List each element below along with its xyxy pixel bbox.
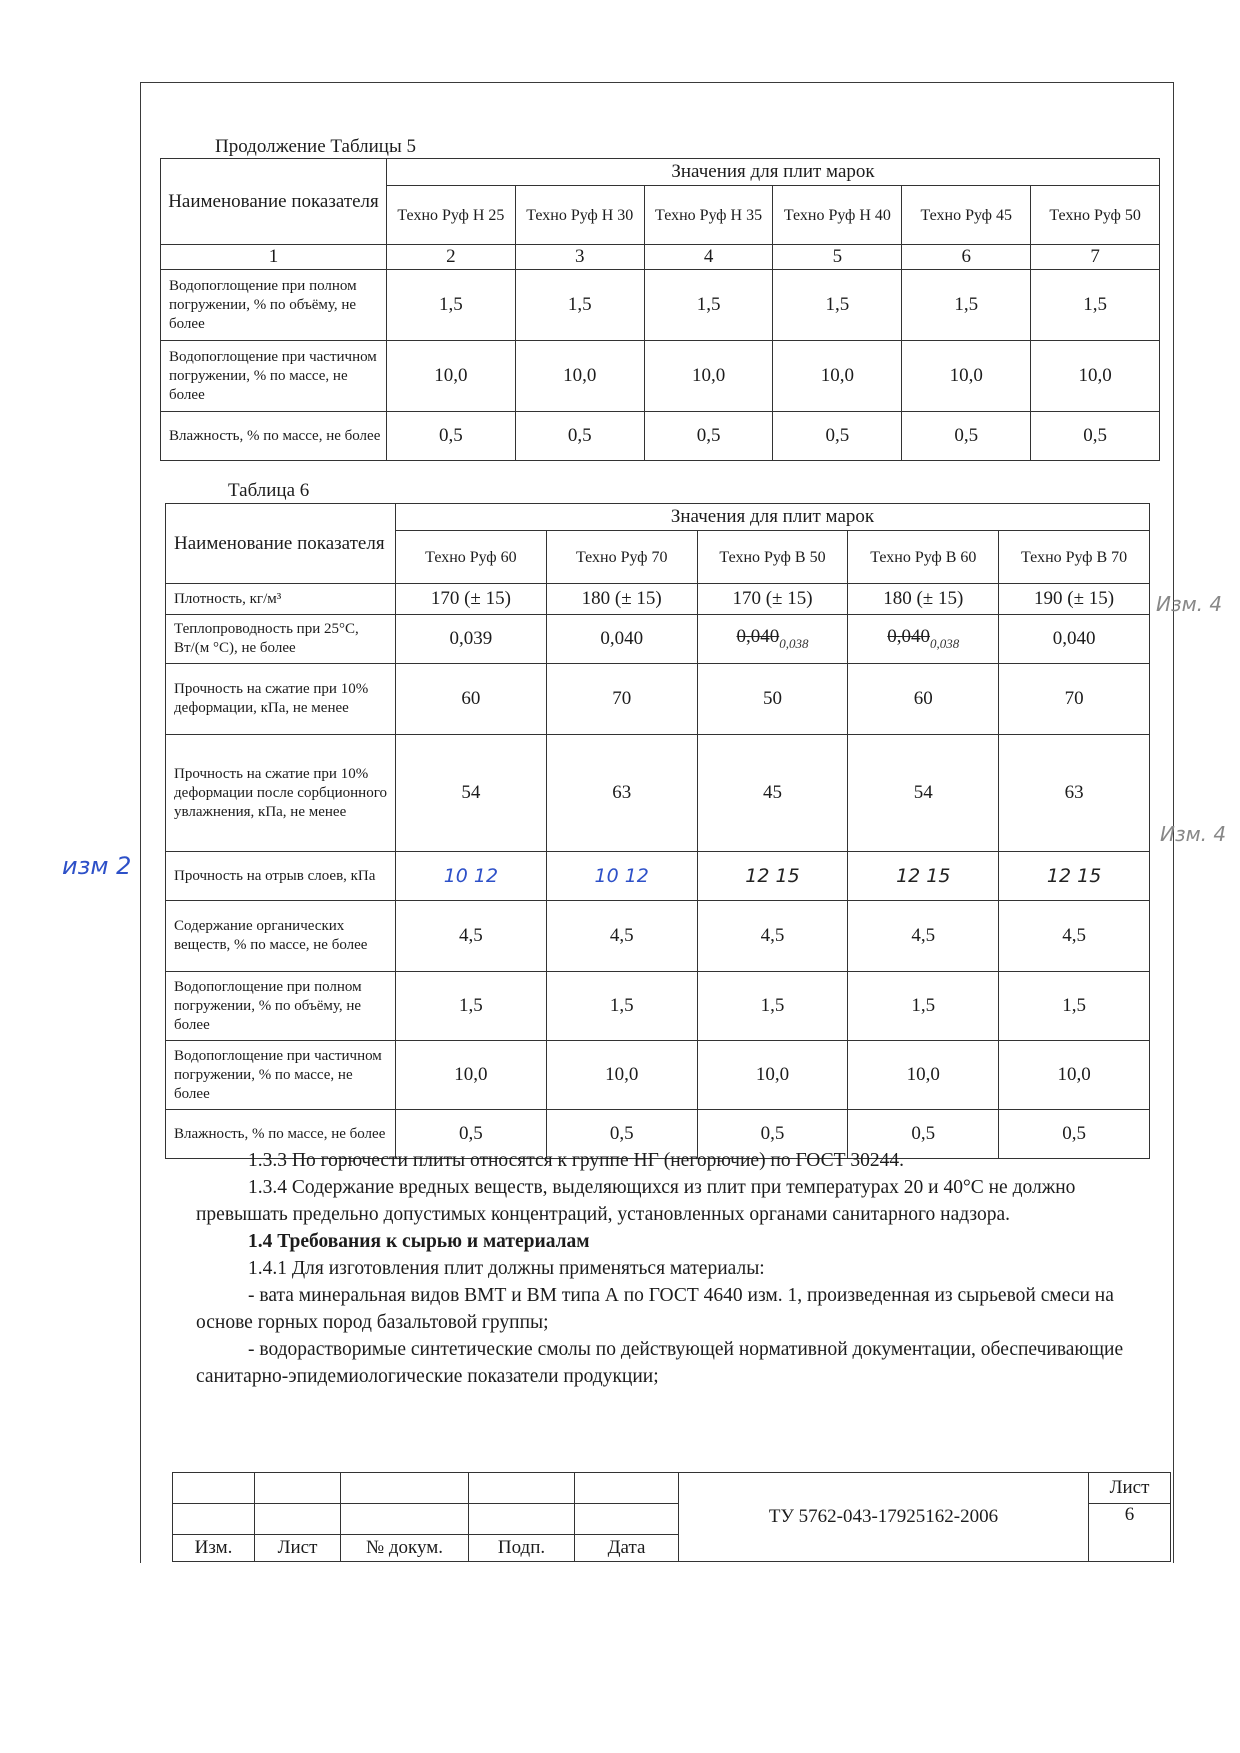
table-cell: 0,040 bbox=[546, 615, 697, 664]
table-cell: 70 bbox=[999, 664, 1150, 735]
row-label: Теплопроводность при 25°С, Вт/(м °С), не более bbox=[166, 615, 396, 664]
table5-name-header: Наименование показателя bbox=[161, 159, 387, 245]
document-code: ТУ 5762-043-17925162-2006 bbox=[679, 1473, 1089, 1562]
stamp-cell bbox=[255, 1504, 341, 1535]
handwritten-correction: 0,038 bbox=[930, 636, 960, 651]
table-cell: 10,0 bbox=[848, 1041, 999, 1110]
table-cell-corrected bbox=[848, 615, 999, 664]
table-cell: 0,5 bbox=[546, 1110, 697, 1159]
table-cell: 0,5 bbox=[902, 412, 1031, 461]
margin-note-left: изм 2 bbox=[62, 852, 132, 880]
stamp-doc-no: № докум. bbox=[341, 1535, 469, 1562]
table-cell: 0,5 bbox=[999, 1110, 1150, 1159]
handwritten-cell: 10 12 bbox=[396, 852, 547, 901]
margin-note-right-2: Изм. 4 bbox=[1160, 822, 1227, 846]
row-label: Водопоглощение при частичном погружении, % по массе, не более bbox=[166, 1041, 396, 1110]
table-cell: 10,0 bbox=[902, 341, 1031, 412]
table-cell: 10,0 bbox=[697, 1041, 848, 1110]
table-cell: 60 bbox=[396, 664, 547, 735]
table-cell: 4,5 bbox=[848, 901, 999, 972]
table6-col-head: Техно Руф В 70 bbox=[999, 531, 1150, 584]
table-cell: 54 bbox=[396, 735, 547, 852]
table-row bbox=[161, 412, 1160, 461]
table-cell: 0,5 bbox=[1031, 412, 1160, 461]
table-row bbox=[166, 664, 1150, 735]
table-cell: 63 bbox=[999, 735, 1150, 852]
table-cell: 10,0 bbox=[387, 341, 516, 412]
title-block bbox=[172, 1472, 1171, 1562]
table-row bbox=[166, 615, 1150, 664]
table6-col-head: Техно Руф 70 bbox=[546, 531, 697, 584]
stamp-cell bbox=[255, 1473, 341, 1504]
row-label: Прочность на сжатие при 10% деформации, кПа, не менее bbox=[166, 664, 396, 735]
table-row bbox=[166, 852, 1150, 901]
table-cell: 10,0 bbox=[1031, 341, 1160, 412]
paragraph: 1.3.4 Содержание вредных веществ, выделяющихся из плит при температурах 20 и 40°С не должно превышать предельно допустимых концентраций, установленных органами санитарного надзора. bbox=[196, 1177, 1076, 1225]
table-cell: 45 bbox=[697, 735, 848, 852]
stamp-podp: Подп. bbox=[469, 1535, 575, 1562]
stamp-cell bbox=[173, 1504, 255, 1535]
table5-col-number: 5 bbox=[773, 245, 902, 270]
table5-col-head: Техно Руф Н 35 bbox=[644, 186, 773, 245]
table5-col-number: 4 bbox=[644, 245, 773, 270]
table-cell: 1,5 bbox=[773, 270, 902, 341]
table6-col-head: Техно Руф 60 bbox=[396, 531, 547, 584]
row-label: Водопоглощение при полном погружении, % по объёму, не более bbox=[166, 972, 396, 1041]
body-text bbox=[196, 1147, 1156, 1390]
stamp-cell bbox=[341, 1504, 469, 1535]
table-cell: 10,0 bbox=[773, 341, 902, 412]
row-label: Водопоглощение при частичном погружении, % по массе, не более bbox=[161, 341, 387, 412]
table-cell: 1,5 bbox=[902, 270, 1031, 341]
handwritten-correction: 0,038 bbox=[779, 636, 809, 651]
table5-col-head: Техно Руф 45 bbox=[902, 186, 1031, 245]
table-cell: 10,0 bbox=[546, 1041, 697, 1110]
table-row bbox=[161, 341, 1160, 412]
table-cell: 50 bbox=[697, 664, 848, 735]
table6 bbox=[165, 503, 1150, 1159]
table-cell: 0,5 bbox=[697, 1110, 848, 1159]
table6-col-head: Техно Руф В 50 bbox=[697, 531, 848, 584]
row-label: Прочность на отрыв слоев, кПа bbox=[166, 852, 396, 901]
table-cell: 1,5 bbox=[644, 270, 773, 341]
table-cell: 1,5 bbox=[515, 270, 644, 341]
table-cell: 1,5 bbox=[697, 972, 848, 1041]
table-row bbox=[166, 972, 1150, 1041]
table5-col-head: Техно Руф 50 bbox=[1031, 186, 1160, 245]
table-cell: 63 bbox=[546, 735, 697, 852]
table-cell: 0,5 bbox=[387, 412, 516, 461]
stamp-cell bbox=[173, 1473, 255, 1504]
handwritten-cell: 10 12 bbox=[546, 852, 697, 901]
table-cell: 4,5 bbox=[396, 901, 547, 972]
row-label: Прочность на сжатие при 10% деформации после сорбционного увлажнения, кПа, не менее bbox=[166, 735, 396, 852]
table5-col-number: 3 bbox=[515, 245, 644, 270]
stamp-cell bbox=[469, 1473, 575, 1504]
table5-col-number: 2 bbox=[387, 245, 516, 270]
table-cell: 4,5 bbox=[999, 901, 1150, 972]
paragraph: - водорастворимые синтетические смолы по действующей нормативной документации, обеспечивающие санитарно-эпидемиологические показатели продукции; bbox=[196, 1339, 1124, 1387]
stamp-list: Лист bbox=[255, 1535, 341, 1562]
table5 bbox=[160, 158, 1160, 461]
table-row bbox=[166, 901, 1150, 972]
sheet-number: 6 bbox=[1089, 1504, 1171, 1562]
table5-values-header: Значения для плит марок bbox=[387, 159, 1160, 186]
table-cell-corrected bbox=[697, 615, 848, 664]
table-cell: 0,040 bbox=[999, 615, 1150, 664]
handwritten-cell: 12 15 bbox=[999, 852, 1150, 901]
stamp-cell bbox=[575, 1473, 679, 1504]
table-cell: 0,5 bbox=[515, 412, 644, 461]
table-cell: 180 (± 15) bbox=[546, 584, 697, 615]
table-cell: 1,5 bbox=[396, 972, 547, 1041]
table-cell: 1,5 bbox=[848, 972, 999, 1041]
row-label: Водопоглощение при полном погружении, % по объёму, не более bbox=[161, 270, 387, 341]
struck-value: 0,040 bbox=[887, 626, 931, 647]
table-cell: 10,0 bbox=[396, 1041, 547, 1110]
table-cell: 10,0 bbox=[644, 341, 773, 412]
table-cell: 180 (± 15) bbox=[848, 584, 999, 615]
table6-name-header: Наименование показателя bbox=[166, 504, 396, 584]
sheet-label: Лист bbox=[1089, 1473, 1171, 1504]
table-cell: 0,5 bbox=[644, 412, 773, 461]
struck-value: 0,040 bbox=[736, 626, 780, 647]
table-cell: 190 (± 15) bbox=[999, 584, 1150, 615]
table5-col-number: 7 bbox=[1031, 245, 1160, 270]
table5-col-head: Техно Руф Н 25 bbox=[387, 186, 516, 245]
table-cell: 0,5 bbox=[848, 1110, 999, 1159]
stamp-data: Дата bbox=[575, 1535, 679, 1562]
table6-col-head: Техно Руф В 60 bbox=[848, 531, 999, 584]
row-label: Влажность, % по массе, не более bbox=[166, 1110, 396, 1159]
table-cell: 0,039 bbox=[396, 615, 547, 664]
table5-col-head: Техно Руф Н 40 bbox=[773, 186, 902, 245]
table5-col-number: 6 bbox=[902, 245, 1031, 270]
table-cell: 60 bbox=[848, 664, 999, 735]
table5-col-number: 1 bbox=[161, 245, 387, 270]
table-cell: 4,5 bbox=[546, 901, 697, 972]
margin-note-right-1: Изм. 4 bbox=[1156, 592, 1223, 616]
table-cell: 4,5 bbox=[697, 901, 848, 972]
table-row bbox=[161, 270, 1160, 341]
table-row bbox=[166, 1041, 1150, 1110]
table5-col-head: Техно Руф Н 30 bbox=[515, 186, 644, 245]
paragraph: 1.3.3 По горючести плиты относятся к группе НГ (негорючие) по ГОСТ 30244. bbox=[248, 1150, 905, 1171]
stamp-cell bbox=[469, 1504, 575, 1535]
stamp-izm: Изм. bbox=[173, 1535, 255, 1562]
table-cell: 170 (± 15) bbox=[697, 584, 848, 615]
handwritten-cell: 12 15 bbox=[848, 852, 999, 901]
table-cell: 70 bbox=[546, 664, 697, 735]
table5-caption: Продолжение Таблицы 5 bbox=[215, 136, 416, 157]
table-cell: 1,5 bbox=[387, 270, 516, 341]
table6-values-header: Значения для плит марок bbox=[396, 504, 1150, 531]
paragraph: 1.4.1 Для изготовления плит должны применяться материалы: bbox=[248, 1258, 765, 1279]
table-cell: 1,5 bbox=[999, 972, 1150, 1041]
table-cell: 170 (± 15) bbox=[396, 584, 547, 615]
table-cell: 10,0 bbox=[999, 1041, 1150, 1110]
table-row bbox=[166, 735, 1150, 852]
table-cell: 1,5 bbox=[1031, 270, 1160, 341]
table-cell: 1,5 bbox=[546, 972, 697, 1041]
table-cell: 0,5 bbox=[396, 1110, 547, 1159]
stamp-cell bbox=[341, 1473, 469, 1504]
row-label: Содержание органических веществ, % по массе, не более bbox=[166, 901, 396, 972]
table-cell: 0,5 bbox=[773, 412, 902, 461]
handwritten-cell: 12 15 bbox=[697, 852, 848, 901]
table-cell: 10,0 bbox=[515, 341, 644, 412]
paragraph: - вата минеральная видов ВМТ и ВМ типа А по ГОСТ 4640 изм. 1, произведенная из сырьевой смеси на основе горных пород базальтовой группы; bbox=[196, 1285, 1114, 1333]
table6-caption: Таблица 6 bbox=[228, 480, 310, 501]
stamp-cell bbox=[575, 1504, 679, 1535]
row-label: Плотность, кг/м³ bbox=[166, 584, 396, 615]
table-row bbox=[166, 584, 1150, 615]
section-heading: 1.4 Требования к сырью и материалам bbox=[248, 1231, 590, 1252]
row-label: Влажность, % по массе, не более bbox=[161, 412, 387, 461]
table-cell: 54 bbox=[848, 735, 999, 852]
